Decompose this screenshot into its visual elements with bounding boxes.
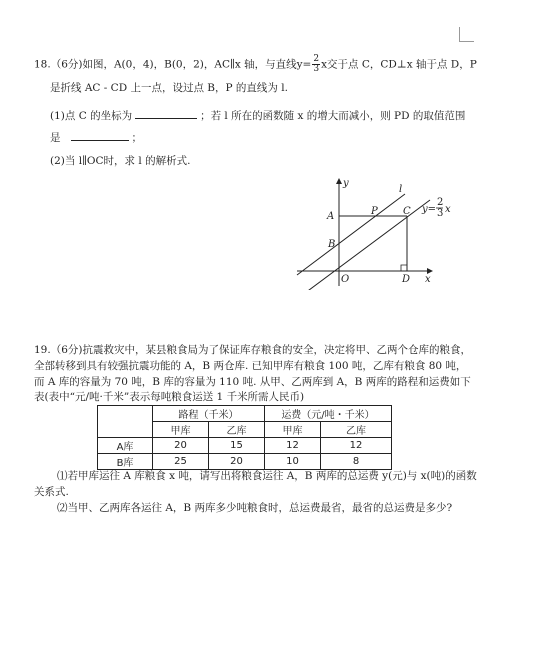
label-a: A	[327, 211, 335, 222]
q19-line4: 表(表中“元/吨·千米”表示每吨粮食运送 1 千米所需人民币)	[34, 391, 305, 403]
table-sub-distance-jia: 甲库	[153, 422, 209, 438]
table-row-label: A库	[98, 438, 153, 454]
q18-part1-semicolon: ；	[131, 132, 142, 144]
label-c: C	[403, 206, 411, 217]
table-cell: 15	[209, 438, 265, 454]
y-axis-arrow	[336, 178, 342, 184]
label-x: x	[425, 274, 431, 285]
q19-line2: 全部转移到具有较强抗震功能的 A，B 两仓库. 已知甲库有粮食 100 吨，乙库有粮食 80 吨，	[34, 360, 467, 372]
q18-frac-den: 3	[313, 64, 320, 74]
q18-frac-num: 2	[313, 54, 320, 64]
right-angle-mark	[401, 265, 407, 271]
table-cell: 20	[153, 438, 209, 454]
q18-graph	[285, 170, 465, 290]
table-cell: 8	[321, 454, 392, 470]
q18-line1-start: 18.（6分)如图，A(0，4)，B(0，2)，AC∥x 轴，与直线	[34, 58, 297, 71]
label-o: O	[341, 274, 350, 285]
label-d: D	[402, 274, 411, 285]
q18-line1-end: 交于点 C，CD⊥x 轴于点 D，P	[327, 58, 477, 71]
graph-eq-den: 3	[437, 208, 444, 219]
q19-line3: 而 A 库的容量为 70 吨，B 库的容量为 110 吨. 从甲、乙两库到 A，B 两库的路程和运费如下	[34, 376, 471, 388]
table-cell: 25	[153, 454, 209, 470]
q19-line1: 19.（6分)抗震救灾中，某县粮食局为了保证库存粮食的安全，决定将甲、乙两个仓库的粮食，	[34, 344, 471, 356]
table-corner-cell	[98, 406, 153, 438]
q18-frac-var: x	[321, 58, 327, 71]
table-sub-cost-jia: 甲库	[265, 422, 321, 438]
q18-part1-is: 是	[50, 132, 61, 144]
q18-part1	[50, 108, 465, 123]
table-cell: 20	[209, 454, 265, 470]
table-row	[98, 438, 392, 454]
label-b: B	[328, 239, 336, 250]
label-y: y	[343, 178, 349, 189]
q18-line2: 是折线 AC - CD 上一点，设过点 B，P 的直线为 l.	[50, 82, 288, 94]
transport-table	[97, 405, 392, 470]
q18-part1-cont	[50, 130, 142, 145]
table-header-row	[98, 406, 392, 422]
graph-eq-lhs: y=	[422, 204, 437, 215]
table-sub-distance-yi: 乙库	[209, 422, 265, 438]
page-corner-mark	[459, 27, 474, 42]
q18-line1	[34, 55, 477, 74]
q18-eq-lhs: y=	[296, 58, 312, 71]
q18-answer-blank-2[interactable]	[71, 130, 129, 141]
table-sub-cost-yi: 乙库	[321, 422, 392, 438]
q18-part1-start: (1)点 C 的坐标为	[50, 110, 133, 122]
q18-answer-blank-1[interactable]	[135, 108, 197, 119]
line-l	[297, 194, 405, 275]
q19-part1: ⑴若甲库运往 A 库粮食 x 吨，请写出将粮食运往 A，B 两库的总运费 y(元)与 x(吨)的函数	[57, 470, 477, 482]
label-p: P	[371, 206, 378, 217]
table-cell: 12	[265, 438, 321, 454]
q19-part2: ⑵当甲、乙两库各运往 A，B 两库多少吨粮食时，总运费最省，最省的总运费是多少?	[57, 502, 453, 514]
table-cell: 12	[321, 438, 392, 454]
table-cell: 10	[265, 454, 321, 470]
table-row	[98, 454, 392, 470]
table-row-label: B库	[98, 454, 153, 470]
q18-part1-end: ；若 l 所在的函数随 x 的增大而减小，则 PD 的取值范围	[200, 110, 466, 122]
table-header-cost: 运费（元/吨・千米）	[265, 406, 392, 422]
q18-fraction	[312, 55, 320, 74]
graph-eq-num: 2	[437, 197, 444, 208]
graph-eq-var: x	[445, 204, 451, 215]
table-header-distance: 路程（千米）	[153, 406, 265, 422]
q18-part2: (2)当 l∥OC时，求 l 的解析式.	[50, 155, 191, 167]
q19-part1-cont: 关系式.	[34, 486, 69, 498]
label-l: l	[399, 184, 403, 195]
